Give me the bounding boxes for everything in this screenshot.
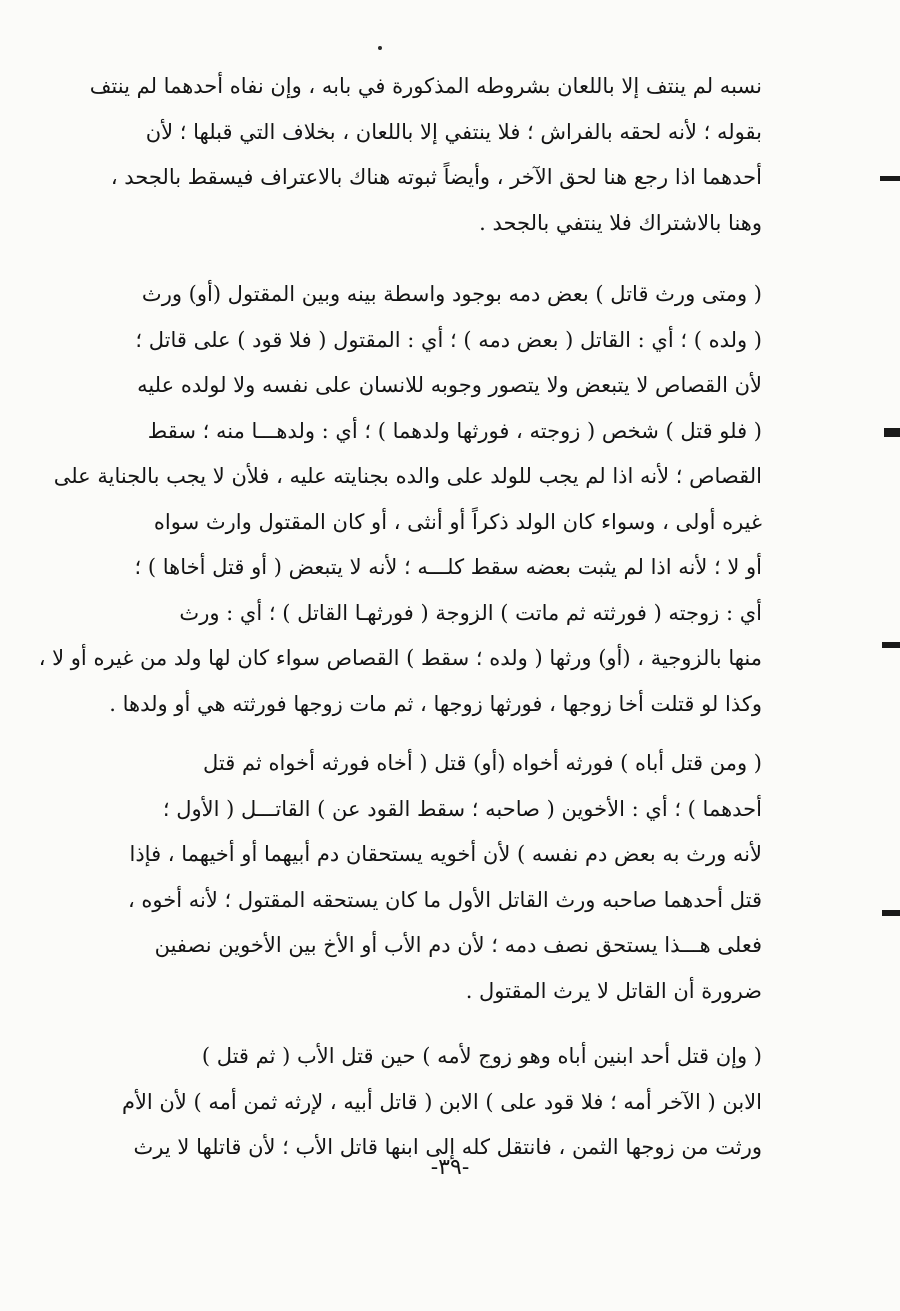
text-line: قتل أحدهما صاحبه ورث القاتل الأول ما كان يستحقه المقتول ؛ لأنه أخوه ،: [127, 887, 762, 912]
text-line: ورثت من زوجها الثمن ، فانتقل كله إلى ابنها قاتل الأب ؛ لأن قاتلها لا يرث: [133, 1135, 762, 1159]
text-line: القصاص ؛ لأنه اذا لم يجب للولد على والده بجنايته عليه ، فلأن لا يجب بالجناية على: [53, 464, 762, 488]
text-line: غيره أولى ، وسواء كان الولد ذكراً أو أنثى ، أو كان المقتول وارث سواه: [153, 509, 762, 534]
paragraph-4: [121, 1034, 762, 1171]
text-line: ضرورة أن القاتل لا يرث المقتول .: [465, 978, 762, 1003]
text-line: منها بالزوجية ، (أو) ورثها ( ولده ؛ سقط ) القصاص سواء كان لها ولد من غيره أو لا ،: [38, 646, 762, 670]
text-line: أو لا ؛ لأنه اذا لم يثبت بعضه سقط كلـــه ؛ لأنه لا يتبعض ( أو قتل أخاها ) ؛: [134, 555, 762, 579]
scan-edge-mark: [884, 428, 900, 437]
text-line: أي : زوجته ( فورثته ثم ماتت ) الزوجة ( فورثهـا القاتل ) ؛ أي : ورث: [179, 600, 762, 625]
text-line: ( وإن قتل أحد ابنين أباه وهو زوج لأمه ) حين قتل الأب ( ثم قتل ): [201, 1044, 762, 1068]
text-line: ( ومتى ورث قاتل ) بعض دمه بوجود واسطة بينه وبين المقتول (أو) ورث: [141, 282, 762, 306]
scan-edge-mark: [882, 910, 900, 916]
text-line: وكذا لو قتلت أخا زوجها ، فورثها زوجها ، ثم مات زوجها فورثته هي أو ولدها .: [109, 691, 762, 716]
text-line: ( فلو قتل ) شخص ( زوجته ، فورثها ولدهما ) ؛ أي : ولدهـــا منه ؛ سقط: [147, 418, 762, 443]
text-line: نسبه لم ينتف إلا باللعان بشروطه المذكورة في بابه ، وإن نفاه أحدهما لم ينتف: [89, 74, 762, 98]
text-line: فعلى هـــذا يستحق نصف دمه ؛ لأن دم الأب أو الأخ بين الأخوين نصفين: [154, 933, 762, 957]
text-line: أحدهما اذا رجع هنا لحق الآخر ، وأيضاً ثبوته هناك بالاعتراف فيسقط بالجحد ،: [110, 165, 762, 189]
text-line: الابن ( الآخر أمه ؛ فلا قود على ) الابن ( قاتل أبيه ، لإرثه ثمن أمه ) لأن الأم: [121, 1089, 762, 1114]
page-number: -٣٩-: [430, 1155, 470, 1180]
paragraph-3: [127, 741, 762, 1014]
text-line: لأنه ورث به بعض دم نفسه ) لأن أخويه يستحقان دم أبيهما أو أخيهما ، فإذا: [129, 842, 762, 866]
text-line: أحدهما ) ؛ أي : الأخوين ( صاحبه ؛ سقط القود عن ) القاتـــل ( الأول ؛: [162, 796, 762, 821]
paragraph-2: [38, 272, 762, 727]
body-text: [38, 64, 762, 1171]
text-line: ( ومن قتل أباه ) فورثه أخواه (أو) قتل ( أخاه فورثه أخواه ثم قتل: [203, 751, 762, 775]
scan-edge-mark: [882, 642, 900, 648]
paragraph-1: [89, 64, 762, 246]
text-line: بقوله ؛ لأنه لحقه بالفراش ؛ فلا ينتفي إلا باللعان ، بخلاف التي قبلها ؛ لأن: [145, 119, 762, 144]
scan-edge-mark: [880, 176, 900, 181]
text-line: لأن القصاص لا يتبعض ولا يتصور وجوبه للانسان على نفسه ولا لولده عليه: [137, 373, 762, 397]
scan-speck: [378, 46, 382, 50]
text-line: وهنا بالاشتراك فلا ينتفي بالجحد .: [479, 210, 762, 235]
text-line: ( ولده ) ؛ أي : القاتل ( بعض دمه ) ؛ أي : المقتول ( فلا قود ) على قاتل ؛: [135, 327, 762, 352]
